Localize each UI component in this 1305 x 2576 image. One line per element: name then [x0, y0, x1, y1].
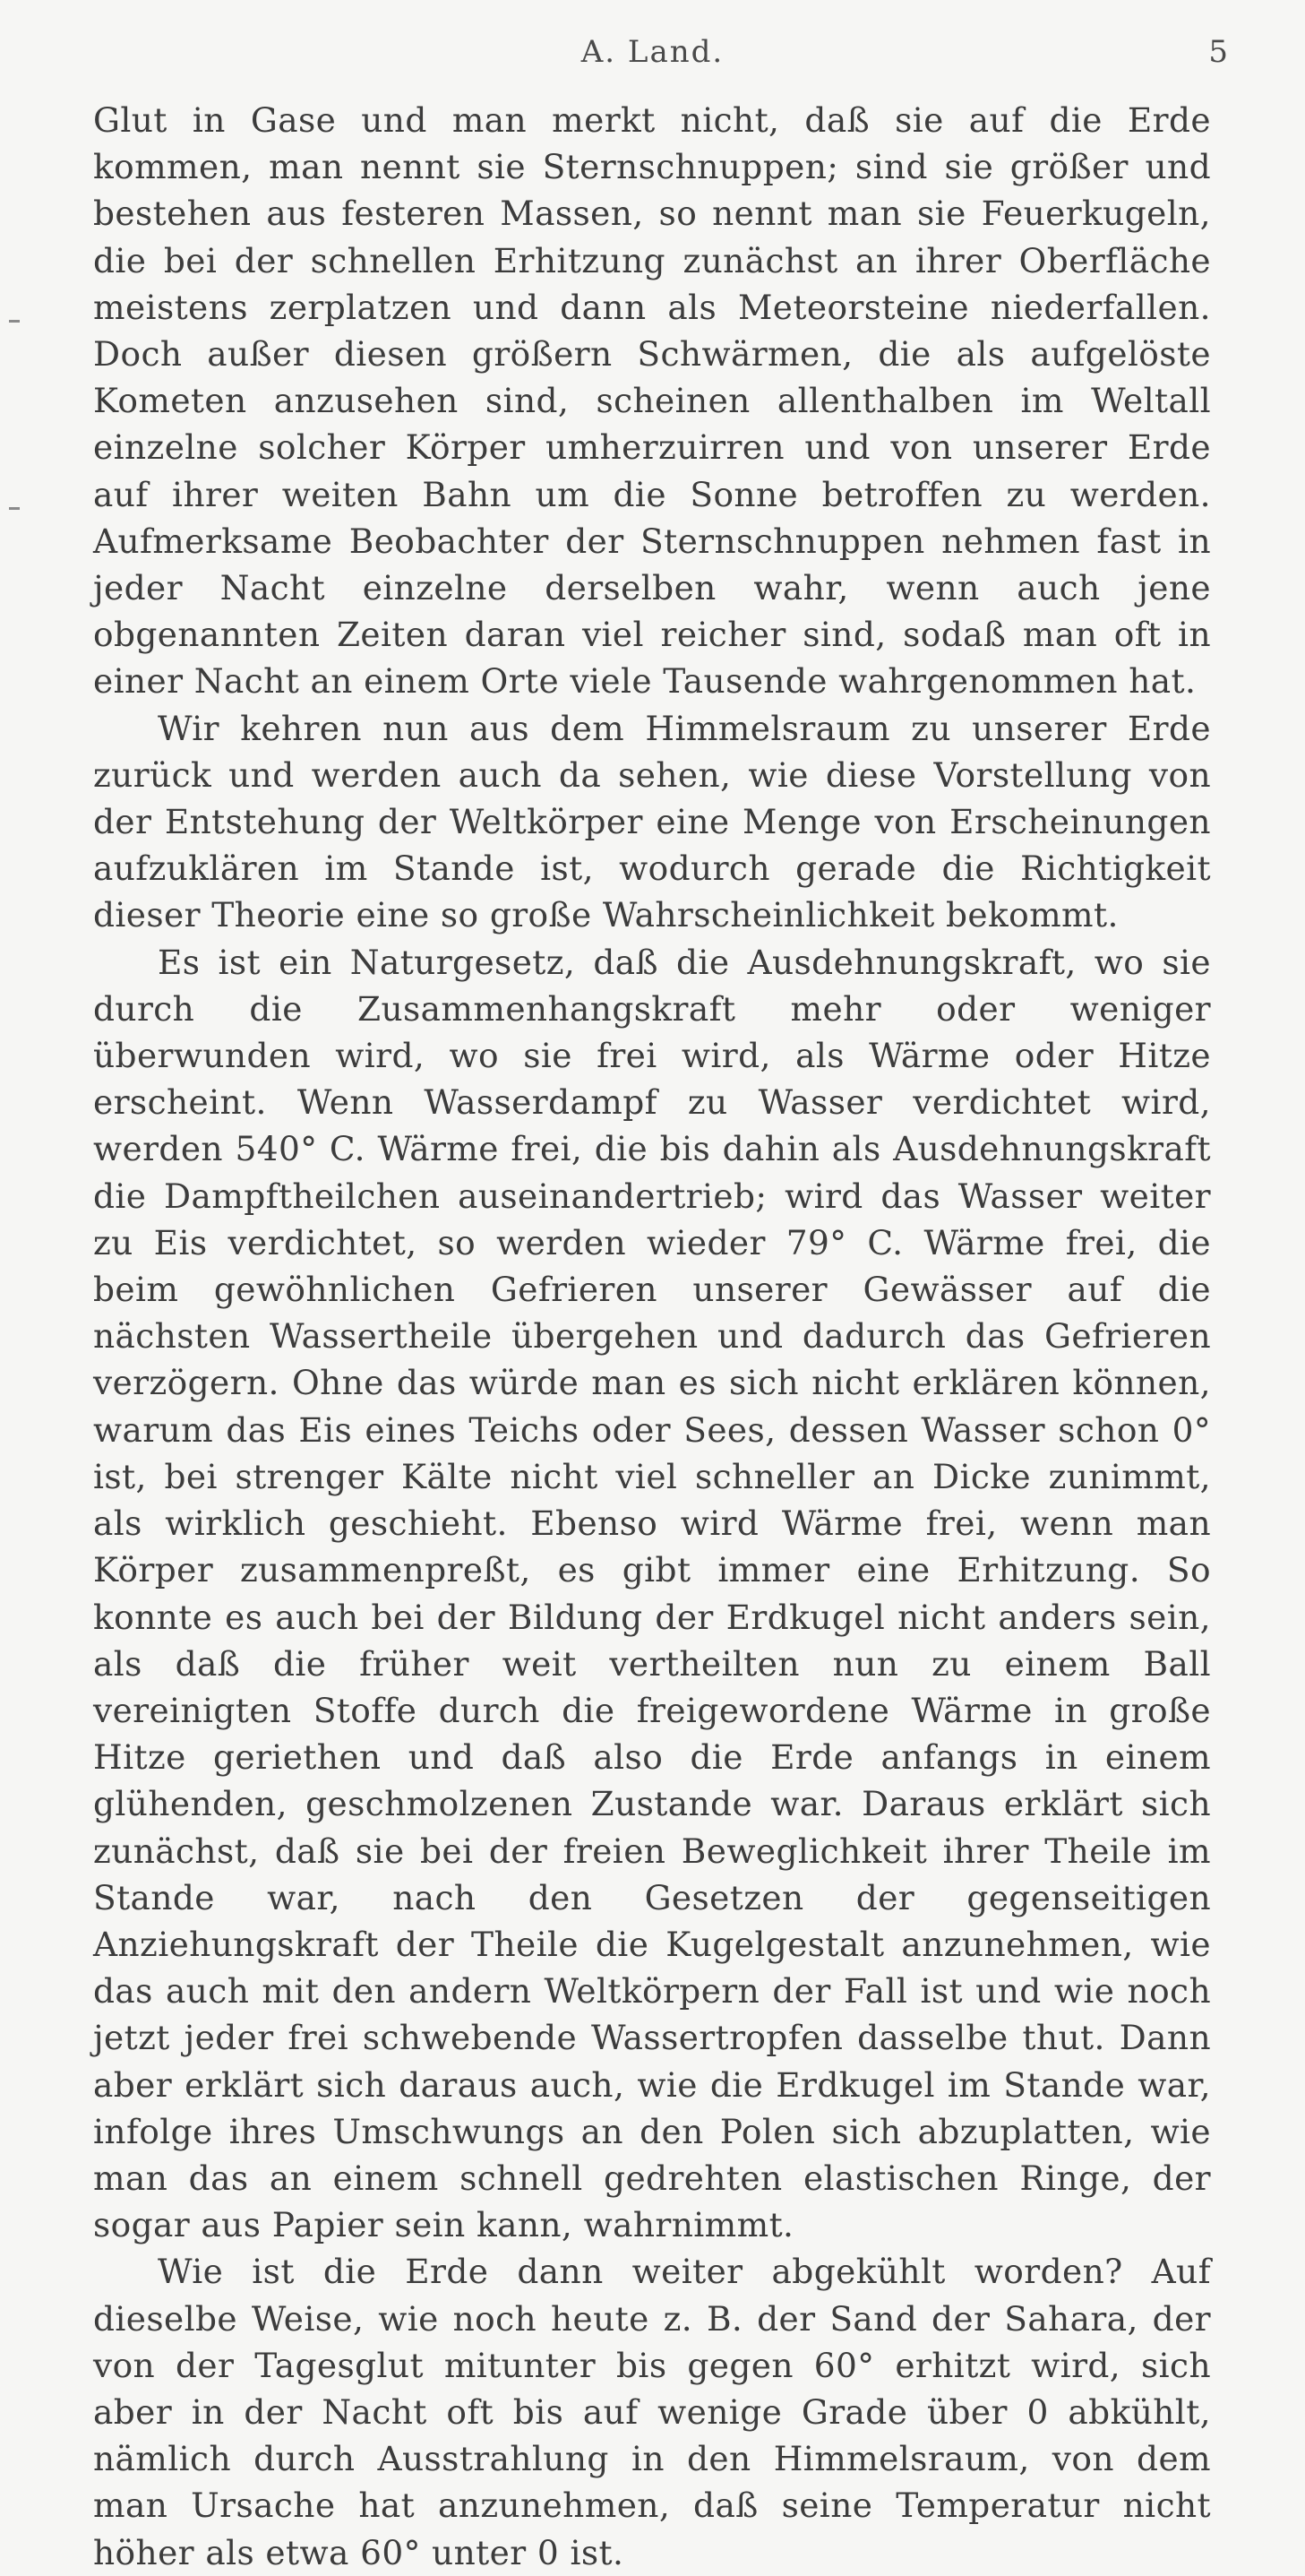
page-number: 5 — [1208, 34, 1228, 70]
paragraph-2: Wir kehren nun aus dem Himmelsraum zu unserer Erde zurück und werden auch da sehen, wie diese Vorstellung von der Entstehung der Weltkörper eine Menge von Erscheinungen aufzuklären im Stande ist, wodurch gerade die Richtigkeit dieser Theorie eine so große Wahrscheinlichkeit bekommt. — [93, 708, 1211, 935]
paragraph-4: Wie ist die Erde dann weiter abgekühlt worden? Auf dieselbe Weise, wie noch heute z. B. der Sand der Sahara, der von der Tagesglut mitunter bis gegen 60° erhitzt wird, sich aber in der Nacht oft bis auf wenige Grade über 0 abkühlt, nämlich durch Ausstrahlung in den Himmelsraum, von dem man Ursache hat anzunehmen, daß seine Temperatur nicht höher als etwa 60° unter 0 ist. — [93, 2252, 1211, 2572]
page-header — [0, 34, 1305, 79]
margin-mark — [9, 507, 20, 510]
paragraph-1: Glut in Gase und man merkt nicht, daß sie auf die Erde kommen, man nennt sie Sternschnuppen; sind sie größer und bestehen aus festeren Massen, so nennt man sie Feuerkugeln, die bei der schnellen Erhitzung zunächst an ihrer Oberfläche meistens zerplatzen und dann als Meteorsteine niederfallen. Doch außer diesen größern Schwärmen, die als aufgelöste Kometen anzusehen sind, scheinen allenthalben im Weltall einzelne solcher Körper umherzuirren und von unserer Erde auf ihrer weiten Bahn um die Sonne betroffen zu werden. Aufmerksame Beobachter der Sternschnuppen nehmen fast in jeder Nacht einzelne derselben wahr, wenn auch jene obgenannten Zeiten daran viel reicher sind, sodaß man oft in einer Nacht an einem Orte viele Tausende wahrgenommen hat. — [93, 100, 1211, 702]
margin-mark — [9, 320, 20, 323]
body-text — [93, 97, 1211, 2576]
running-title: A. Land. — [580, 34, 725, 70]
paragraph-3: Es ist ein Naturgesetz, daß die Ausdehnungskraft, wo sie durch die Zusammenhangskraft mehr oder weniger überwunden wird, wo sie frei wird, als Wärme oder Hitze erscheint. Wenn Wasserdampf zu Wasser verdichtet wird, werden 540° C. Wärme frei, die bis dahin als Ausdehnungskraft die Dampftheilchen auseinandertrieb; wird das Wasser weiter zu Eis verdichtet, so werden wieder 79° C. Wärme frei, die beim gewöhnlichen Gefrieren unserer Gewässer auf die nächsten Wassertheile übergehen und dadurch das Gefrieren verzögern. Ohne das würde man es sich nicht erklären können, warum das Eis eines Teichs oder Sees, dessen Wasser schon 0° ist, bei strenger Kälte nicht viel schneller an Dicke zunimmt, als wirklich geschieht. Ebenso wird Wärme frei, wenn man Körper zusammenpreßt, es gibt immer eine Erhitzung. So konnte es auch bei der Bildung der Erdkugel nicht anders sein, als daß die früher weit vertheilten nun zu einem Ball vereinigten Stoffe durch die freigewordene Wärme in große Hitze geriethen und daß also die Erde anfangs in einem glühenden, geschmolzenen Zustande war. Daraus erklärt sich zunächst, daß sie bei der freien Beweglichkeit ihrer Theile im Stande war, nach den Gesetzen der gegenseitigen Anziehungskraft der Theile die Kugelgestalt anzunehmen, wie das auch mit den andern Weltkörpern der Fall ist und wie noch jetzt jeder frei schwebende Wassertropfen dasselbe thut. Dann aber erklärt sich daraus auch, wie die Erdkugel im Stande war, infolge ihres Umschwungs an den Polen sich abzuplatten, wie man das an einem schnell gedrehten elastischen Ringe, der sogar aus Papier sein kann, wahrnimmt. — [93, 942, 1211, 2245]
